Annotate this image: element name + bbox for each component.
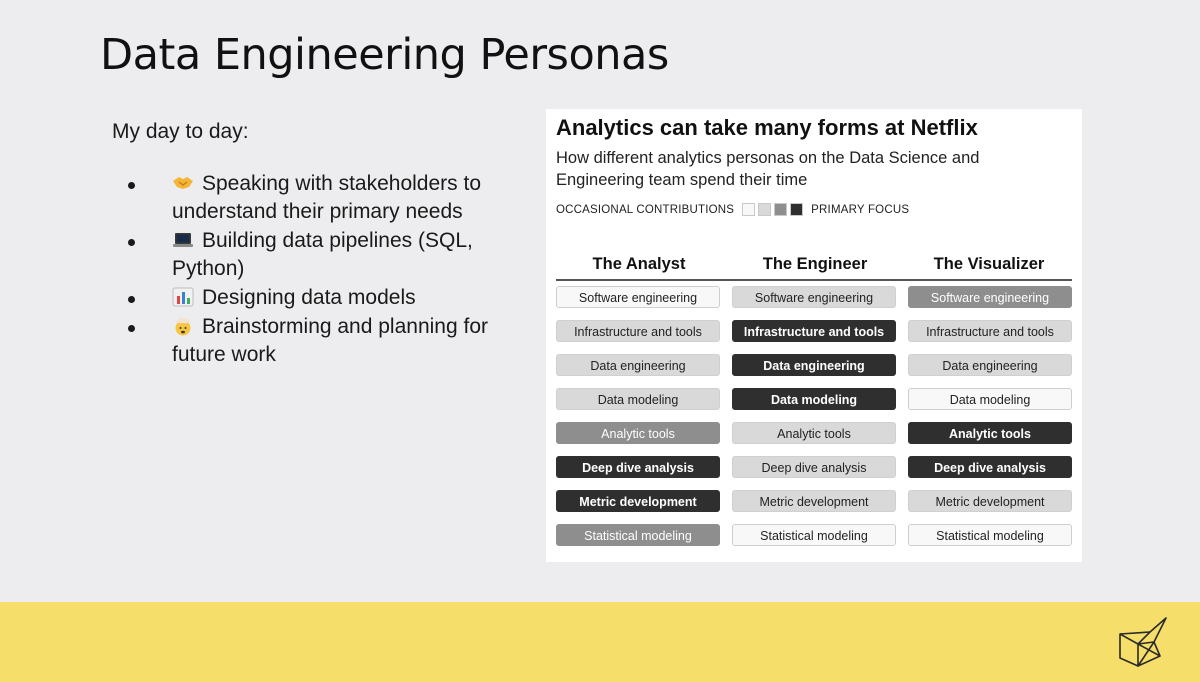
skill-pill: Statistical modeling: [732, 524, 896, 546]
bullet-text: Designing data models: [202, 286, 416, 309]
skill-pill: Software engineering: [908, 286, 1072, 308]
footer-bar: [0, 602, 1200, 682]
column-header-engineer: The Engineer: [762, 255, 868, 273]
bullet-dot: [128, 239, 135, 246]
skill-pill: Analytic tools: [908, 422, 1072, 444]
bullet-text: Speaking with stakeholders to understand their primary needs: [172, 172, 481, 223]
skill-pill: Data engineering: [908, 354, 1072, 376]
list-item: [112, 227, 532, 283]
legend-swatch: [742, 203, 755, 216]
skill-pill: Data engineering: [732, 354, 896, 376]
skill-pill: Software engineering: [556, 286, 720, 308]
bullet-text: Brainstorming and planning for future work: [172, 315, 489, 366]
skill-pill: Deep dive analysis: [908, 456, 1072, 478]
legend-swatch: [758, 203, 771, 216]
bullet-list: [112, 170, 532, 369]
handshake-icon: [172, 173, 194, 193]
panel-subtitle: How different analytics personas on the Data Science and Engineering team spend their time: [556, 149, 980, 189]
panel-title: Analytics can take many forms at Netflix: [556, 115, 978, 140]
skill-pill: Metric development: [732, 490, 896, 512]
legend-right-label: PRIMARY FOCUS: [811, 203, 910, 216]
header-divider: [556, 279, 1072, 281]
skill-pill: Deep dive analysis: [556, 456, 720, 478]
legend-left-label: OCCASIONAL CONTRIBUTIONS: [556, 203, 735, 216]
bullet-text: Building data pipelines (SQL, Python): [172, 229, 473, 280]
skill-pill: Statistical modeling: [908, 524, 1072, 546]
laptop-icon: [172, 230, 194, 250]
skill-pill: Data modeling: [732, 388, 896, 410]
skill-pill: Metric development: [556, 490, 720, 512]
list-item: [112, 284, 532, 312]
skill-pill: Infrastructure and tools: [732, 320, 896, 342]
brand-logo-icon: [1114, 614, 1170, 670]
skill-pill: Data engineering: [556, 354, 720, 376]
day-to-day-section: [112, 120, 532, 370]
skill-pill: Analytic tools: [556, 422, 720, 444]
skill-pill: Infrastructure and tools: [556, 320, 720, 342]
bullet-dot: [128, 296, 135, 303]
netflix-analytics-image: [546, 109, 1082, 562]
skill-pill: Data modeling: [908, 388, 1072, 410]
skill-pill: Statistical modeling: [556, 524, 720, 546]
bar-chart-icon: [172, 287, 194, 307]
exploding-head-icon: [172, 316, 194, 336]
list-item: [112, 170, 532, 226]
skill-pill: Infrastructure and tools: [908, 320, 1072, 342]
legend-swatch: [790, 203, 803, 216]
column-header-analyst: The Analyst: [592, 255, 686, 273]
legend-swatch: [774, 203, 787, 216]
intro-text: My day to day:: [112, 120, 249, 143]
skill-pill: Software engineering: [732, 286, 896, 308]
skill-pill: Deep dive analysis: [732, 456, 896, 478]
skill-pill: Metric development: [908, 490, 1072, 512]
skill-pill: Analytic tools: [732, 422, 896, 444]
bullet-dot: [128, 325, 135, 332]
bullet-dot: [128, 182, 135, 189]
column-header-visualizer: The Visualizer: [933, 255, 1045, 273]
legend: [556, 203, 909, 216]
list-item: [112, 313, 532, 369]
skill-pill: Data modeling: [556, 388, 720, 410]
slide-title: Data Engineering Personas: [100, 30, 669, 80]
